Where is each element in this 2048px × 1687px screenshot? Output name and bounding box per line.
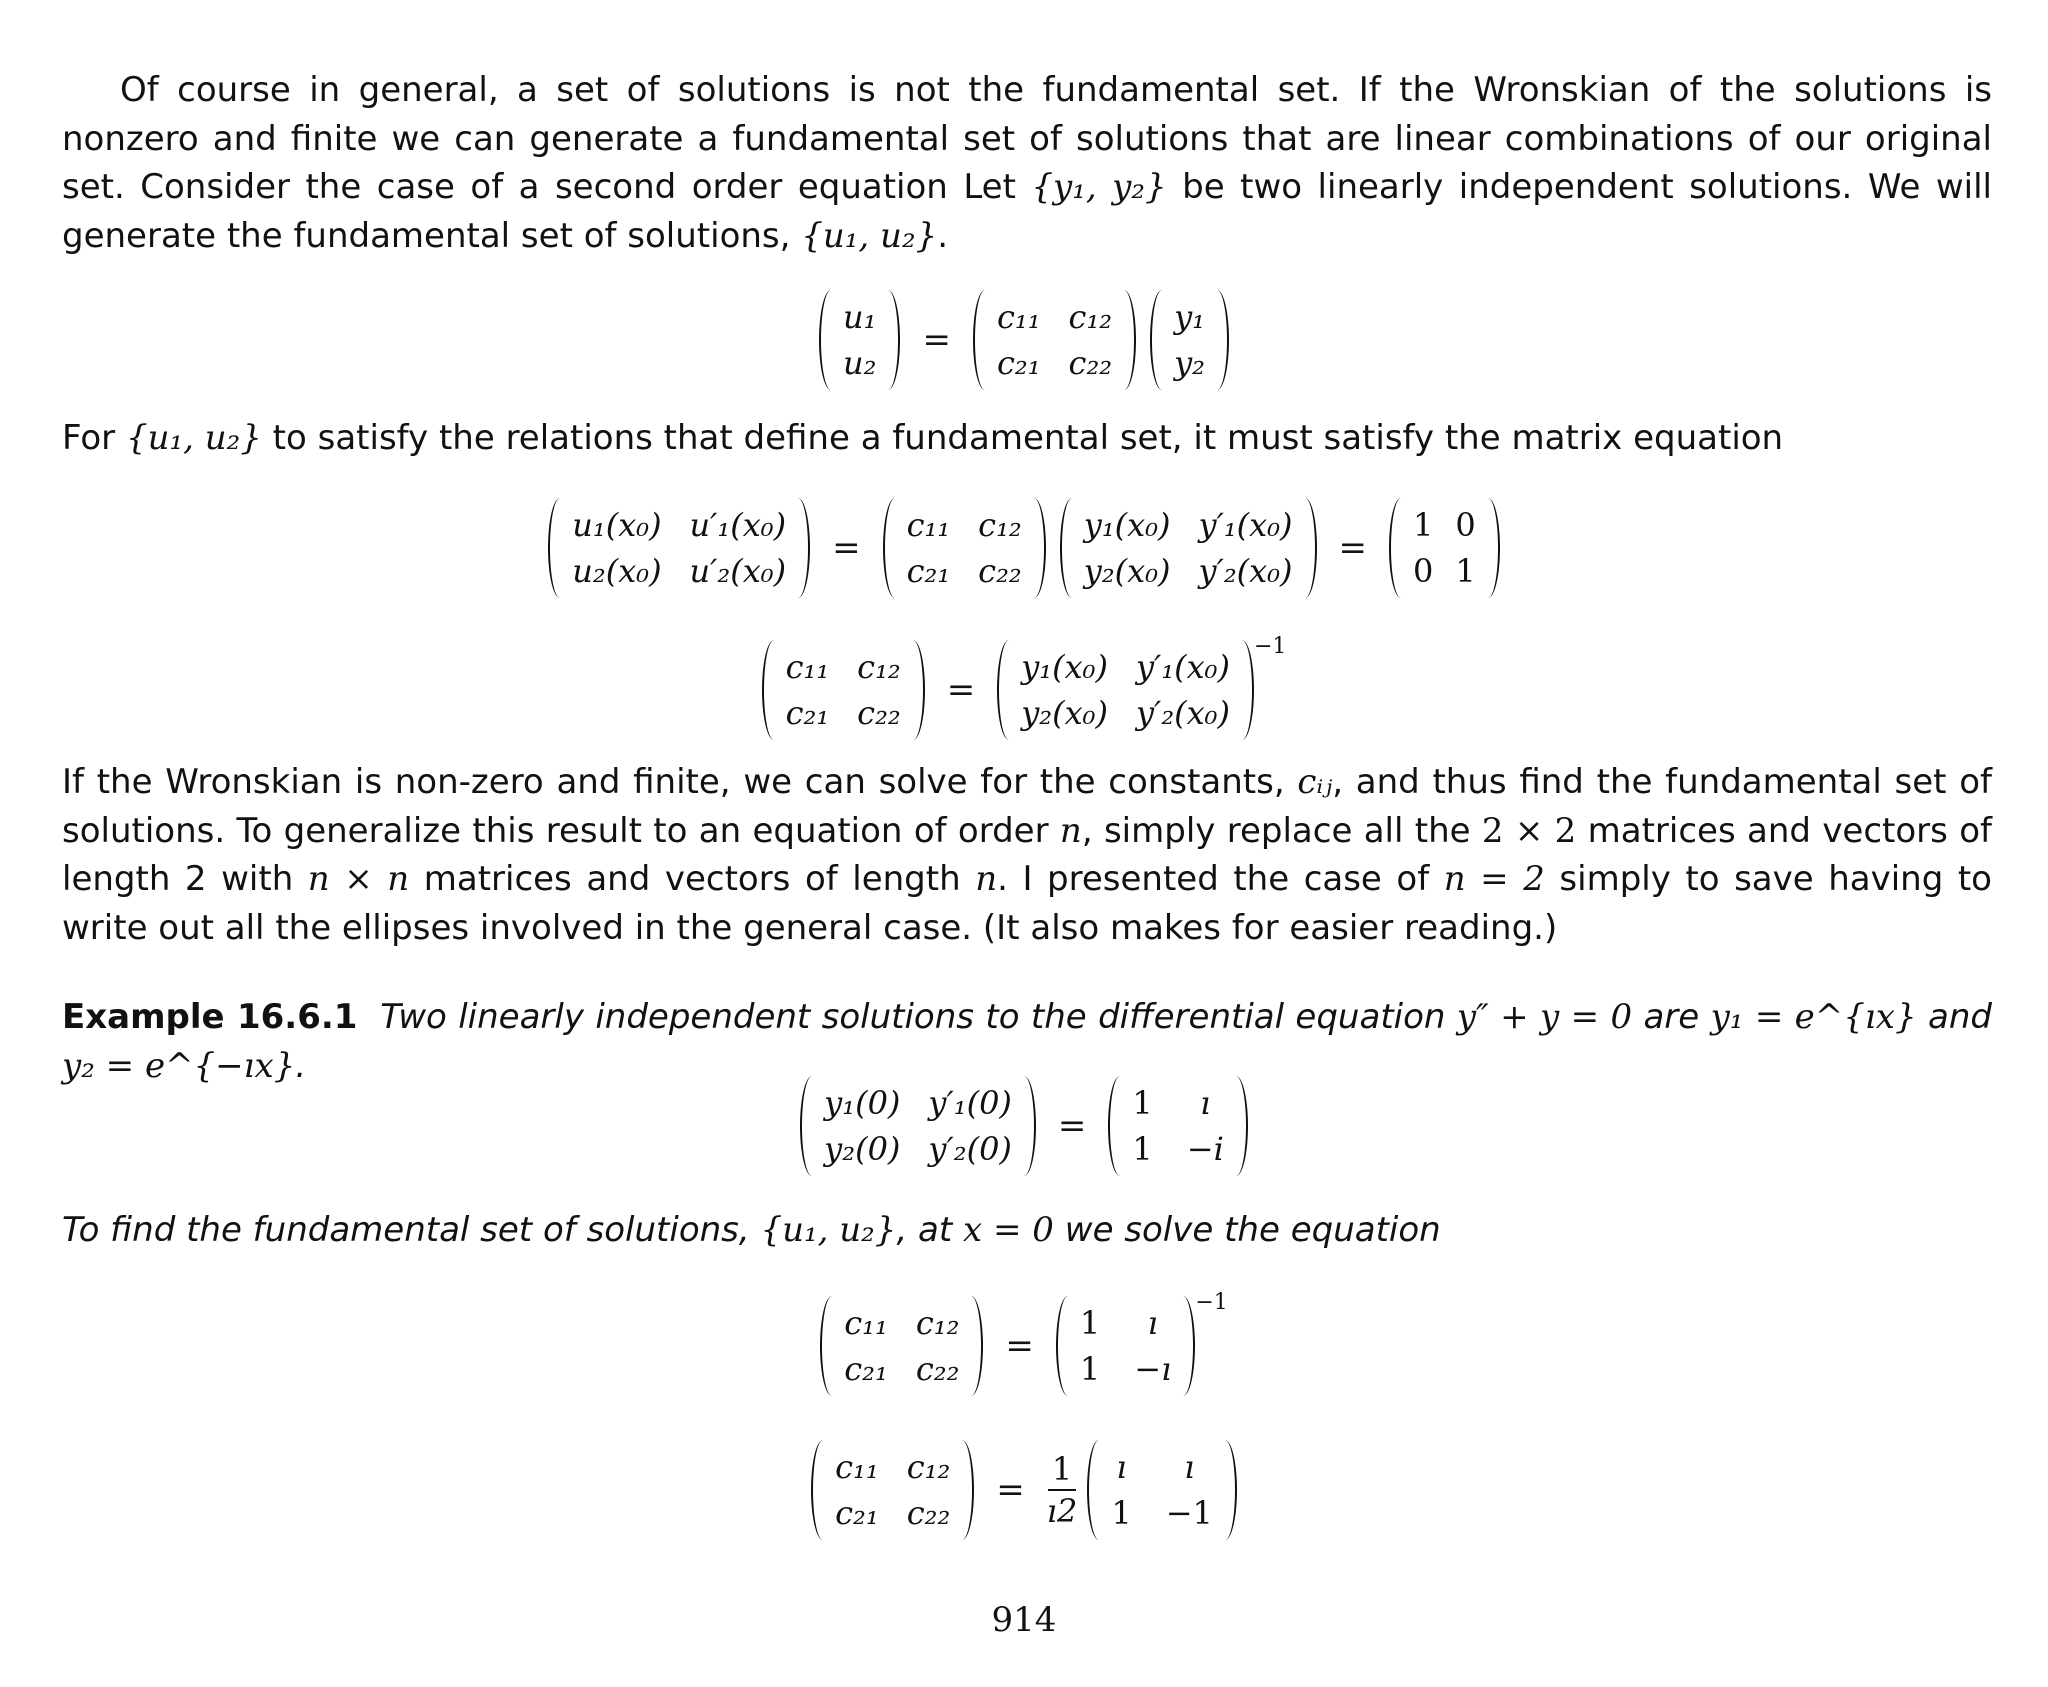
matrix-entry: y₂(x₀)	[1083, 552, 1171, 590]
matrix-entry: u′₂(x₀)	[689, 552, 787, 590]
matrix-entry: 1	[1079, 1304, 1101, 1342]
equation-c-result	[0, 1440, 2048, 1540]
matrix-entry: c₁₁	[785, 648, 830, 686]
math-inline: n	[1059, 810, 1082, 851]
text: we solve the equation	[1053, 1210, 1441, 1250]
matrix-entry: c₂₂	[1068, 344, 1113, 382]
equals-sign: =	[946, 670, 976, 710]
matrix-entry: y′₂(x₀)	[1135, 694, 1230, 732]
equation-u-from-y	[0, 290, 2048, 390]
matrix-y-x0	[997, 640, 1254, 740]
bracket	[880, 290, 900, 390]
identity-matrix	[1389, 498, 1500, 598]
matrix-entry: y′₁(x₀)	[1198, 506, 1293, 544]
bracket	[963, 1296, 983, 1396]
equals-sign: =	[922, 320, 951, 360]
matrix-c	[973, 290, 1136, 390]
text: For	[62, 418, 126, 458]
matrix-entry: c₂₁	[996, 344, 1041, 382]
math-inline: {y₁, y₂}	[1031, 167, 1167, 207]
text: , and thus find the fundamental set of solutions. To generalize this result to an equation of order	[62, 762, 1993, 851]
matrix-entry: c₁₁	[996, 298, 1041, 336]
matrix-entry: 1	[1111, 1494, 1132, 1532]
matrix-entry: −ı	[1134, 1350, 1172, 1388]
matrix-entry: c₁₂	[915, 1304, 960, 1342]
text: are	[1632, 997, 1711, 1037]
matrix-entry: u₁(x₀)	[572, 506, 662, 544]
equation-fundamental-matrix	[0, 498, 2048, 598]
equals-sign: =	[996, 1470, 1025, 1510]
math-inline: y″ + y = 0	[1456, 997, 1633, 1037]
bracket	[811, 1440, 831, 1540]
bracket	[1087, 1440, 1107, 1540]
matrix-entry: −i	[1186, 1130, 1224, 1168]
text	[357, 997, 380, 1037]
inverse-exponent: −1	[1253, 634, 1287, 659]
equals-sign: =	[1057, 1106, 1087, 1146]
equals-sign: =	[832, 528, 861, 568]
bracket	[1056, 1296, 1076, 1396]
matrix-entry: 1	[1132, 1084, 1153, 1122]
equals-sign: =	[1338, 528, 1368, 568]
matrix-entry: y′₂(x₀)	[1198, 552, 1293, 590]
matrix-y-x0	[1060, 498, 1317, 598]
matrix-u-x0	[548, 498, 810, 598]
matrix-entry: c₂₁	[785, 694, 830, 732]
matrix-entry: y₁(x₀)	[1083, 506, 1171, 544]
math-inline: {u₁, u₂}	[801, 215, 938, 256]
matrix-c	[820, 1296, 983, 1396]
matrix-entry: 1	[1132, 1130, 1153, 1168]
math-inline: {u₁, u₂}	[125, 418, 262, 458]
matrix-entry: u₂	[843, 344, 877, 382]
matrix-entry: c₁₂	[857, 648, 901, 686]
bracket	[800, 1076, 820, 1176]
example-label: Example 16.6.1	[62, 997, 358, 1037]
equation-wronskian-at-zero	[0, 1076, 2048, 1176]
matrix-entry: u₁	[843, 298, 877, 336]
text: matrices and vectors of length 2 with	[62, 810, 1992, 899]
matrix-entry: y′₁(x₀)	[1135, 648, 1230, 686]
matrix-entry: c₂₂	[978, 552, 1022, 590]
matrix-entry: 0	[1455, 506, 1476, 544]
math-inline: 2 × 2	[1481, 810, 1577, 851]
text: .	[937, 215, 949, 256]
bracket	[1016, 1076, 1036, 1176]
equals-sign: =	[1005, 1326, 1034, 1366]
bracket	[1297, 498, 1317, 598]
matrix-y	[1150, 290, 1229, 390]
bracket	[820, 1296, 840, 1396]
paragraph-wronskian	[62, 758, 1992, 952]
equation-c-inverse	[0, 634, 2048, 740]
bracket	[1480, 498, 1500, 598]
matrix-entry: c₂₁	[835, 1494, 879, 1532]
matrix-entry: u₂(x₀)	[572, 552, 662, 590]
math-inline: y₁ = e^{ıx}	[1710, 997, 1917, 1037]
bracket	[883, 498, 903, 598]
text: To find the fundamental set of solutions,	[62, 1210, 761, 1250]
bracket	[1234, 640, 1254, 740]
bracket	[1026, 498, 1046, 598]
bracket	[1175, 1296, 1195, 1396]
matrix-y-0	[800, 1076, 1036, 1176]
text: and	[1916, 997, 1992, 1037]
text: to satisfy the relations that define a fundamental set, it must satisfy the matrix equation	[261, 418, 1784, 458]
matrix-entry: c₁₂	[978, 506, 1022, 544]
matrix-entry: 1	[1413, 506, 1434, 544]
matrix-entry: c₂₂	[906, 1494, 951, 1532]
text: simply to save having to write out all the ellipses involved in the general case. (It also makes for easier reading.)	[62, 859, 1992, 948]
text: Two linearly independent solutions to the differential equation	[380, 997, 1457, 1037]
page-number: 914	[991, 1600, 1057, 1640]
bracket	[1209, 290, 1229, 390]
matrix-entry: c₂₁	[906, 552, 951, 590]
bracket	[954, 1440, 974, 1540]
matrix-entry: c₂₂	[915, 1350, 960, 1388]
matrix-entry: c₁₁	[835, 1448, 879, 1486]
text: Of course in general, a set of solutions is not the fundamental set. If the Wronskian of the solutions is nonzero and finite we can generate a fundamental set of solutions that are linear combinations of our original set. Consider the case of a second order equation Let	[62, 70, 1992, 207]
matrix-values	[1087, 1440, 1237, 1540]
matrix-entry: y′₂(0)	[928, 1130, 1012, 1168]
bracket	[819, 290, 839, 390]
matrix-entry: c₂₁	[844, 1350, 888, 1388]
matrix-entry: 1	[1079, 1350, 1101, 1388]
matrix-entry: c₁₁	[906, 506, 951, 544]
paragraph-intro	[62, 66, 1992, 260]
matrix-entry: u′₁(x₀)	[689, 506, 787, 544]
matrix-entry: ı	[1184, 1448, 1195, 1486]
math-inline: cᵢⱼ	[1297, 762, 1333, 802]
text: . I presented the case of	[997, 859, 1444, 899]
bracket	[905, 640, 925, 740]
matrix-entry: ı	[1147, 1304, 1158, 1342]
matrix-c	[762, 640, 925, 740]
bracket	[1108, 1076, 1128, 1176]
matrix-entry: y′₁(0)	[928, 1084, 1012, 1122]
matrix-values	[1056, 1296, 1195, 1396]
inverse-exponent: −1	[1195, 1290, 1228, 1315]
equation-c-inverse-numeric	[0, 1290, 2048, 1396]
matrix-u	[819, 290, 900, 390]
bracket	[1116, 290, 1136, 390]
bracket	[973, 290, 993, 390]
matrix-entry: c₂₂	[857, 694, 901, 732]
matrix-c	[883, 498, 1046, 598]
matrix-entry: −1	[1165, 1494, 1213, 1532]
math-inline: n × n	[307, 859, 410, 899]
math-inline: x = 0	[963, 1210, 1054, 1250]
matrix-entry: y₂	[1174, 344, 1205, 382]
matrix-entry: 1	[1455, 552, 1476, 590]
matrix-entry: y₁(x₀)	[1021, 648, 1108, 686]
bracket	[790, 498, 810, 598]
text: matrices and vectors of length	[409, 859, 976, 899]
text: be two linearly independent solutions. We will generate the fundamental set of solutions,	[62, 167, 1992, 256]
bracket	[762, 640, 782, 740]
math-inline: y₂ = e^{−ıx}	[62, 1045, 296, 1086]
matrix-entry: y₂(x₀)	[1021, 694, 1108, 732]
bracket	[548, 498, 568, 598]
bracket	[1389, 498, 1409, 598]
matrix-entry: c₁₂	[1068, 298, 1113, 336]
math-inline: ı2	[1046, 1492, 1078, 1530]
text: If the Wronskian is non-zero and finite, we can solve for the constants,	[62, 762, 1298, 802]
matrix-entry: y₁	[1174, 298, 1205, 336]
math-inline: n = 2	[1443, 859, 1545, 899]
matrix-c	[811, 1440, 974, 1540]
paragraph-condition	[62, 414, 1992, 463]
matrix-values	[1108, 1076, 1247, 1176]
text: 1	[1048, 1449, 1076, 1491]
text: , at	[896, 1210, 964, 1250]
text: .	[295, 1045, 307, 1086]
matrix-entry: ı	[1200, 1084, 1211, 1122]
matrix-entry: c₁₂	[906, 1448, 951, 1486]
bracket	[1150, 290, 1170, 390]
text: , simply replace all the	[1081, 810, 1482, 851]
paragraph-find-fundamental	[62, 1206, 1992, 1255]
bracket	[1217, 1440, 1237, 1540]
math-inline: n	[975, 859, 998, 899]
math-inline: {u₁, u₂}	[760, 1210, 897, 1250]
matrix-entry: y₁(0)	[824, 1084, 901, 1122]
matrix-entry: c₁₁	[844, 1304, 888, 1342]
matrix-entry: 0	[1413, 552, 1434, 590]
bracket	[1060, 498, 1080, 598]
matrix-entry: y₂(0)	[824, 1130, 901, 1168]
matrix-entry: ı	[1116, 1448, 1127, 1486]
bracket	[1228, 1076, 1248, 1176]
bracket	[997, 640, 1017, 740]
fraction	[1047, 1449, 1078, 1531]
